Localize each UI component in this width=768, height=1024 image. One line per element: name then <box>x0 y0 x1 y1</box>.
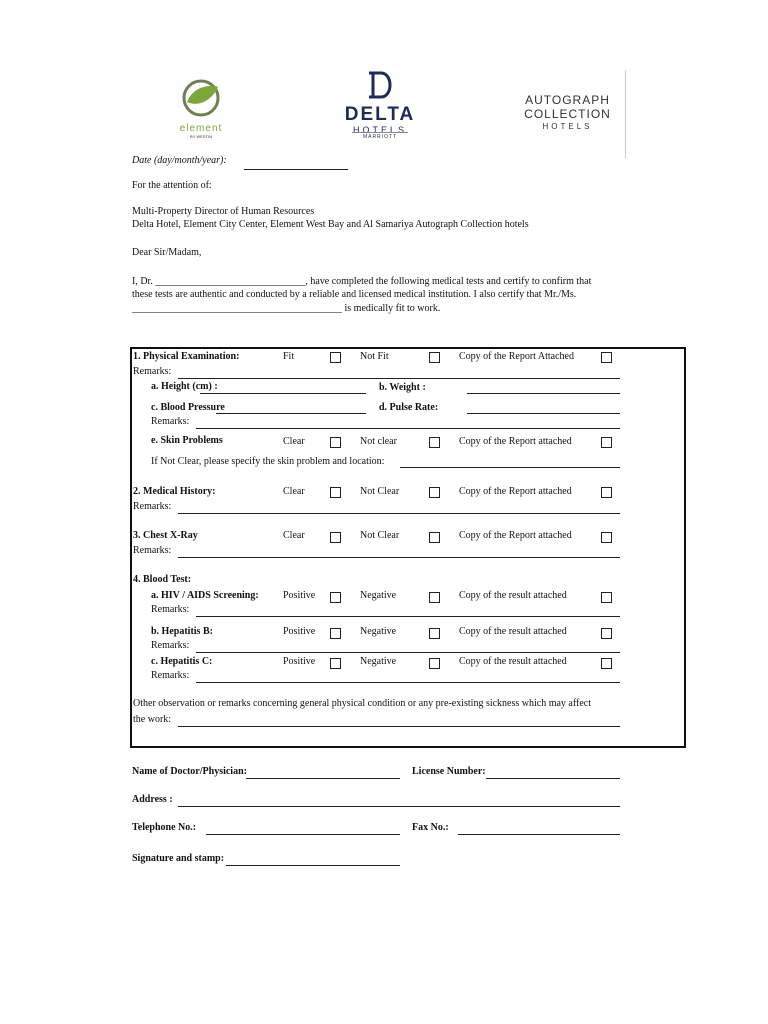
hep-c-copy-checkbox[interactable] <box>601 658 612 669</box>
delta-logo-hotels: HOTELS <box>352 125 407 135</box>
other-observation-label: Other observation or remarks concerning general physical condition or any pre-existing sickness which may affect <box>133 698 591 709</box>
hiv-negative-label: Negative <box>360 590 397 601</box>
hep-c-copy-label: Copy of the result attached <box>459 656 567 667</box>
logo-divider <box>625 70 626 158</box>
height-text: a. Height (cm) : <box>151 381 218 392</box>
history-remarks-field[interactable] <box>178 513 620 514</box>
address-field[interactable] <box>178 806 620 807</box>
physical-copy-label: Copy of the Report Attached <box>459 351 574 362</box>
hep-c-remarks-label: Remarks: <box>151 670 190 681</box>
hep-c-negative-label: Negative <box>360 656 397 667</box>
history-clear-checkbox[interactable] <box>330 487 341 498</box>
hiv-remarks-field[interactable] <box>196 616 620 617</box>
blood-test-title: 4. Blood Test: <box>133 574 192 585</box>
license-number-label: License Number: <box>412 766 486 777</box>
xray-copy-checkbox[interactable] <box>601 532 612 543</box>
delta-logo-word: DELTA <box>344 104 416 125</box>
the-work-label: the work: <box>133 714 172 725</box>
skin-specify-field[interactable] <box>400 467 620 468</box>
addressee-line-2: Delta Hotel, Element City Center, Element West Bay and Al Samariya Autograph Collection hotels <box>132 219 529 230</box>
hiv-positive-checkbox[interactable] <box>330 592 341 603</box>
hiv-remarks-label: Remarks: <box>151 604 190 615</box>
delta-d-icon <box>335 70 425 100</box>
delta-logo <box>335 70 425 148</box>
certification-line-1: I, Dr. ______________________________, have completed the following medical tests and certify to confirm that <box>132 276 592 287</box>
physical-exam-title: 1. Physical Examination: <box>133 351 240 362</box>
hep-c-negative-checkbox[interactable] <box>429 658 440 669</box>
history-remarks-label: Remarks: <box>133 501 172 512</box>
date-label: Date (day/month/year): <box>132 155 227 166</box>
blood-pressure-field[interactable] <box>216 413 366 414</box>
hep-c-positive-checkbox[interactable] <box>330 658 341 669</box>
fit-label: Fit <box>283 351 295 362</box>
attention-label: For the attention of: <box>132 180 212 191</box>
skin-copy-checkbox[interactable] <box>601 437 612 448</box>
telephone-label: Telephone No.: <box>132 822 197 833</box>
skin-not-clear-checkbox[interactable] <box>429 437 440 448</box>
physical-remarks-label: Remarks: <box>133 366 172 377</box>
hep-b-negative-checkbox[interactable] <box>429 628 440 639</box>
hiv-positive-label: Positive <box>283 590 316 601</box>
element-leaf-icon <box>165 78 237 118</box>
skin-problems-label: e. Skin Problems <box>151 435 223 446</box>
autograph-logo <box>515 93 620 133</box>
doctor-name-label: Name of Doctor/Physician: <box>132 766 247 777</box>
fit-checkbox[interactable] <box>330 352 341 363</box>
hep-b-remarks-field[interactable] <box>196 652 620 653</box>
doctor-name-field[interactable] <box>246 778 400 779</box>
xray-remarks-label: Remarks: <box>133 545 172 556</box>
fax-field[interactable] <box>458 834 620 835</box>
hiv-copy-label: Copy of the result attached <box>459 590 567 601</box>
signature-field[interactable] <box>226 865 400 866</box>
chest-xray-title: 3. Chest X-Ray <box>133 530 198 541</box>
physical-copy-checkbox[interactable] <box>601 352 612 363</box>
pulse-rate-label: d. Pulse Rate: <box>379 402 439 413</box>
autograph-line1: AUTOGRAPH <box>525 93 610 107</box>
hep-c-positive-label: Positive <box>283 656 316 667</box>
license-number-field[interactable] <box>486 778 620 779</box>
hep-b-positive-checkbox[interactable] <box>330 628 341 639</box>
certification-line-2: these tests are authentic and conducted by a reliable and licensed medical institution. I also certify that Mr./Ms. <box>132 289 577 300</box>
pulse-rate-field[interactable] <box>467 413 620 414</box>
delta-logo-sub: MARRIOTT <box>362 134 398 140</box>
xray-clear-checkbox[interactable] <box>330 532 341 543</box>
skin-clear-checkbox[interactable] <box>330 437 341 448</box>
skin-not-clear-label: Not clear <box>360 436 397 447</box>
hep-c-remarks-field[interactable] <box>196 682 620 683</box>
hiv-negative-checkbox[interactable] <box>429 592 440 603</box>
signature-label: Signature and stamp: <box>132 853 225 864</box>
address-label: Address : <box>132 794 173 805</box>
weight-label: b. Weight : <box>379 382 426 393</box>
hep-b-copy-label: Copy of the result attached <box>459 626 567 637</box>
height-field[interactable] <box>200 393 366 394</box>
hep-b-negative-label: Negative <box>360 626 397 637</box>
other-observation-field[interactable] <box>178 726 620 727</box>
hiv-label: a. HIV / AIDS Screening: <box>151 590 259 601</box>
delta-logo-divider <box>352 132 408 133</box>
history-not-clear-checkbox[interactable] <box>429 487 440 498</box>
hep-b-positive-label: Positive <box>283 626 316 637</box>
xray-remarks-field[interactable] <box>178 557 620 558</box>
autograph-line3: HOTELS <box>542 122 593 131</box>
history-copy-checkbox[interactable] <box>601 487 612 498</box>
xray-not-clear-label: Not Clear <box>360 530 400 541</box>
physical-remarks-field[interactable] <box>178 378 620 379</box>
element-logo <box>165 78 237 140</box>
telephone-field[interactable] <box>206 834 400 835</box>
history-clear-label: Clear <box>283 486 305 497</box>
vitals-remarks-field[interactable] <box>196 428 620 429</box>
medical-history-title: 2. Medical History: <box>133 486 216 497</box>
hiv-copy-checkbox[interactable] <box>601 592 612 603</box>
weight-field[interactable] <box>467 393 620 394</box>
xray-copy-label: Copy of the Report attached <box>459 530 572 541</box>
history-copy-label: Copy of the Report attached <box>459 486 572 497</box>
addressee-line-1: Multi-Property Director of Human Resources <box>132 206 315 217</box>
not-fit-label: Not Fit <box>360 351 389 362</box>
skin-copy-label: Copy of the Report attached <box>459 436 572 447</box>
blood-pressure-label: c. Blood Pressure <box>151 402 225 413</box>
not-fit-checkbox[interactable] <box>429 352 440 363</box>
vitals-remarks-label: Remarks: <box>151 416 190 427</box>
element-logo-name: element <box>179 123 223 134</box>
autograph-line2: COLLECTION <box>524 107 611 121</box>
history-not-clear-label: Not Clear <box>360 486 400 497</box>
hep-c-label: c. Hepatitis C: <box>151 656 213 667</box>
element-logo-sub: BY WESTIN <box>190 134 212 139</box>
skin-specify-label: If Not Clear, please specify the skin problem and location: <box>151 456 385 467</box>
skin-clear-label: Clear <box>283 436 305 447</box>
hep-b-copy-checkbox[interactable] <box>601 628 612 639</box>
height-label <box>151 381 218 393</box>
xray-clear-label: Clear <box>283 530 305 541</box>
hep-b-remarks-label: Remarks: <box>151 640 190 651</box>
xray-not-clear-checkbox[interactable] <box>429 532 440 543</box>
hep-b-label: b. Hepatitis B: <box>151 626 213 637</box>
fax-label: Fax No.: <box>412 822 449 833</box>
date-field[interactable] <box>244 169 348 170</box>
greeting: Dear Sir/Madam, <box>132 247 202 258</box>
certification-line-3: __________________________________________ is medically fit to work. <box>132 303 441 314</box>
